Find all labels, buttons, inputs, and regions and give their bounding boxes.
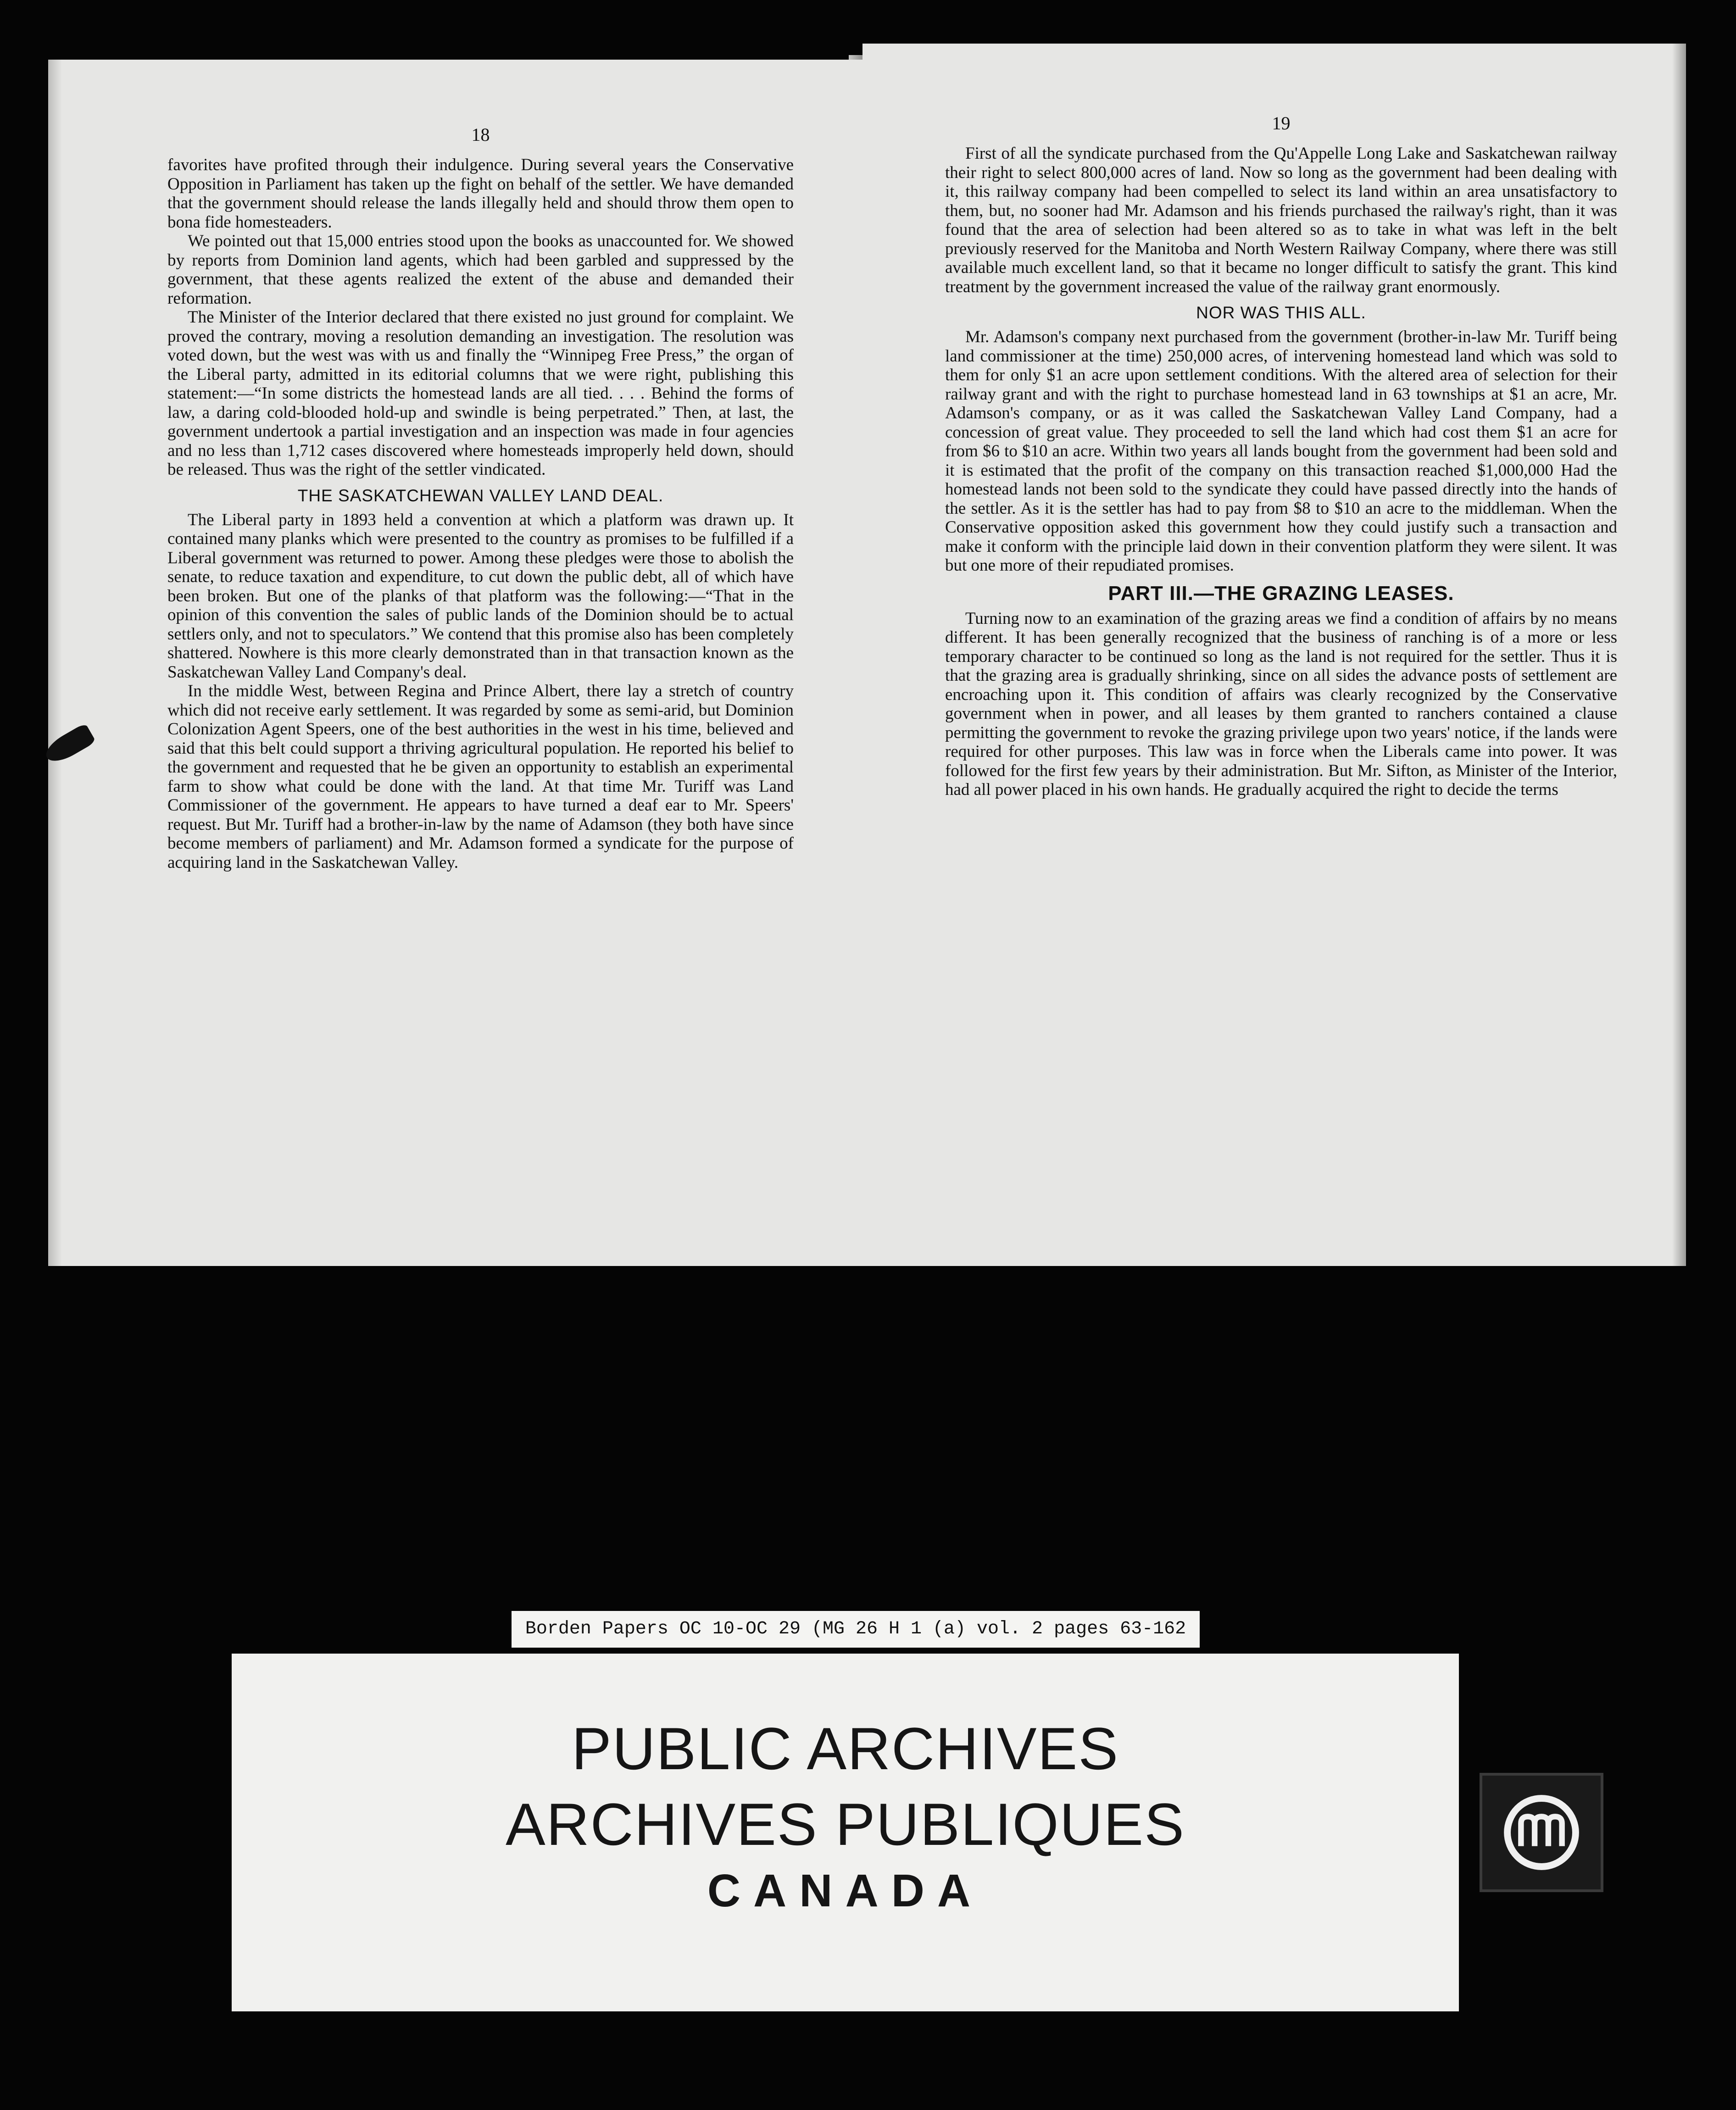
page-number: 19 [1272,113,1291,133]
archives-country: CANADA [707,1865,984,1916]
part-heading: PART III.—THE GRAZING LEASES. [1108,582,1454,605]
right-page [862,44,1686,1266]
archives-title-en: PUBLIC ARCHIVES [571,1715,1119,1782]
paragraph: Turning now to an examination of the grazing areas we find a condition of affairs by no means different. It has been generally recognized that the business of ranching is of a more or less temporary character to be continued so long as the land is not required for the settler. Thus it is that the grazing area is gradually shrinking, since on all sides the advance posts of settlement are encroaching upon it. This condition of affairs was clearly recognized by the Conservative government when in power, and all leases by them granted to ranchers contained a clause permitting the government to revoke the grazing privilege upon two years' notice, if the lands were required for other purposes. This law was in force when the Liberals came into power. It was followed for the first few years by their administration. But Mr. Sifton, as Minister of the Interior, had all power placed in his own hands. He gradually acquired the right to decide the terms [945,609,1617,799]
page-edge-shadow [48,60,62,1266]
archives-title-fr: ARCHIVES PUBLIQUES [506,1791,1185,1858]
paragraph: We pointed out that 15,000 entries stood upon the books as unaccounted for. We showed by reports from Dominion land agents, which had been garbled and suppressed by the government, that these agents realized the extent of the abuse and demanded their reformation. [167,232,794,308]
paragraph: The Minister of the Interior declared that there existed no just ground for complaint. We proved the contrary, moving a resolution demanding an investigation. The resolution was voted down, but the west was with us and finally the “Winnipeg Free Press,” the organ of the Liberal party, admitted in its editorial columns that we were right, publishing this statement:—“In some districts the homestead lands are all tied. . . . Behind the forms of law, a daring cold-blooded hold-up and swindle is being perpetrated.” Then, at last, the government undertook a partial investigation and an inspection was made in four agencies and no less than 1,712 cases discovered where homesteads improperly held down, should be released. Thus was the right of the settler vindicated. [167,308,794,479]
reference-tag: Borden Papers OC 10-OC 29 (MG 26 H 1 (a) vol. 2 pages 63-162 [512,1611,1200,1648]
page-number: 18 [471,124,490,145]
archives-card [232,1654,1459,2011]
paragraph: favorites have profited through their indulgence. During several years the Conservative Opposition in Parliament has taken up the fight on behalf of the settler. We have demanded that the government should release the lands illegally held and should throw them open to bona fide homesteaders. [167,155,794,232]
page-edge-shadow [1672,44,1686,1266]
left-page [48,60,862,1266]
paragraph: In the middle West, between Regina and Prince Albert, there lay a stretch of country which did not receive early settlement. It was regarded by some as semi-arid, but Dominion Colonization Agent Speers, one of the best authorities in the west in his time, believed and said that this belt could support a thriving agricultural population. He reported his belief to the government and requested that he be given an opportunity to establish an experimental farm to show what could be done with the land. At that time Mr. Turiff was Land Commissioner of the government. He appears to have turned a deaf ear to Mr. Speers' request. But Mr. Turiff had a brother-in-law by the name of Adamson (they both have since become members of parliament) and Mr. Adamson formed a syndicate for the purpose of acquiring land in the Saskatchewan Valley. [167,682,794,872]
microfilm-logo-icon [1480,1773,1603,1892]
section-heading: THE SASKATCHEWAN VALLEY LAND DEAL. [297,486,664,505]
section-heading: NOR WAS THIS ALL. [1196,303,1366,322]
paragraph: Mr. Adamson's company next purchased from the government (brother-in-law Mr. Turiff being land commissioner at the time) 250,000 acres, of intervening homestead land which was sold to them for only $1 an acre upon settlement conditions. With the altered area of selection for their railway grant and with the right to purchase homestead land in 63 townships at $1 an acre, Mr. Adamson's company, or as it was called the Saskatchewan Valley Land Company, had a concession of great value. They proceeded to sell the land which had cost them $1 an acre for from $6 to $10 an acre. Within two years all lands bought from the government had been sold and it is estimated that the profit of the company on this transaction reached $1,000,000 Had the homestead lands not been sold to the syndicate they could have passed directly into the hands of the settler. As it is the settler has had to pay from $8 to $10 an acre to the middleman. When the Conservative opposition asked this government how they could justify such a transaction and make it conform with the principle laid down in their convention platform they were silent. It was but one more of their repudiated promises. [945,328,1617,575]
paragraph: First of all the syndicate purchased from the Qu'Appelle Long Lake and Saskatchewan railway their right to select 800,000 acres of land. Now so long as the government had been dealing with it, this railway company had been compelled to select its land within an area unsatisfactory to them, but, no sooner had Mr. Adamson and his friends purchased the railway's right, than it was found that the area of selection had been altered so as to take in what was left in the belt previously reserved for the Manitoba and North Western Railway Company, where there was still available much excellent land, so that it became no longer difficult to satisfy the grant. This kind treatment by the government increased the value of the railway grant enormously. [945,144,1617,296]
paragraph: The Liberal party in 1893 held a convention at which a platform was drawn up. It contained many planks which were presented to the country as promises to be fulfilled if a Liberal government was returned to power. Among these pledges were those to abolish the senate, to reduce taxation and expenditure, to cut down the public debt, all of which have been broken. But one of the planks of that platform was the following:—“That in the opinion of this convention the sales of public lands of the Dominion should be to actual settlers only, and not to speculators.” We contend that this promise also has been completely shattered. Nowhere is this more clearly demonstrated than in that transaction known as the Saskatchewan Valley Land Company's deal. [167,510,794,682]
